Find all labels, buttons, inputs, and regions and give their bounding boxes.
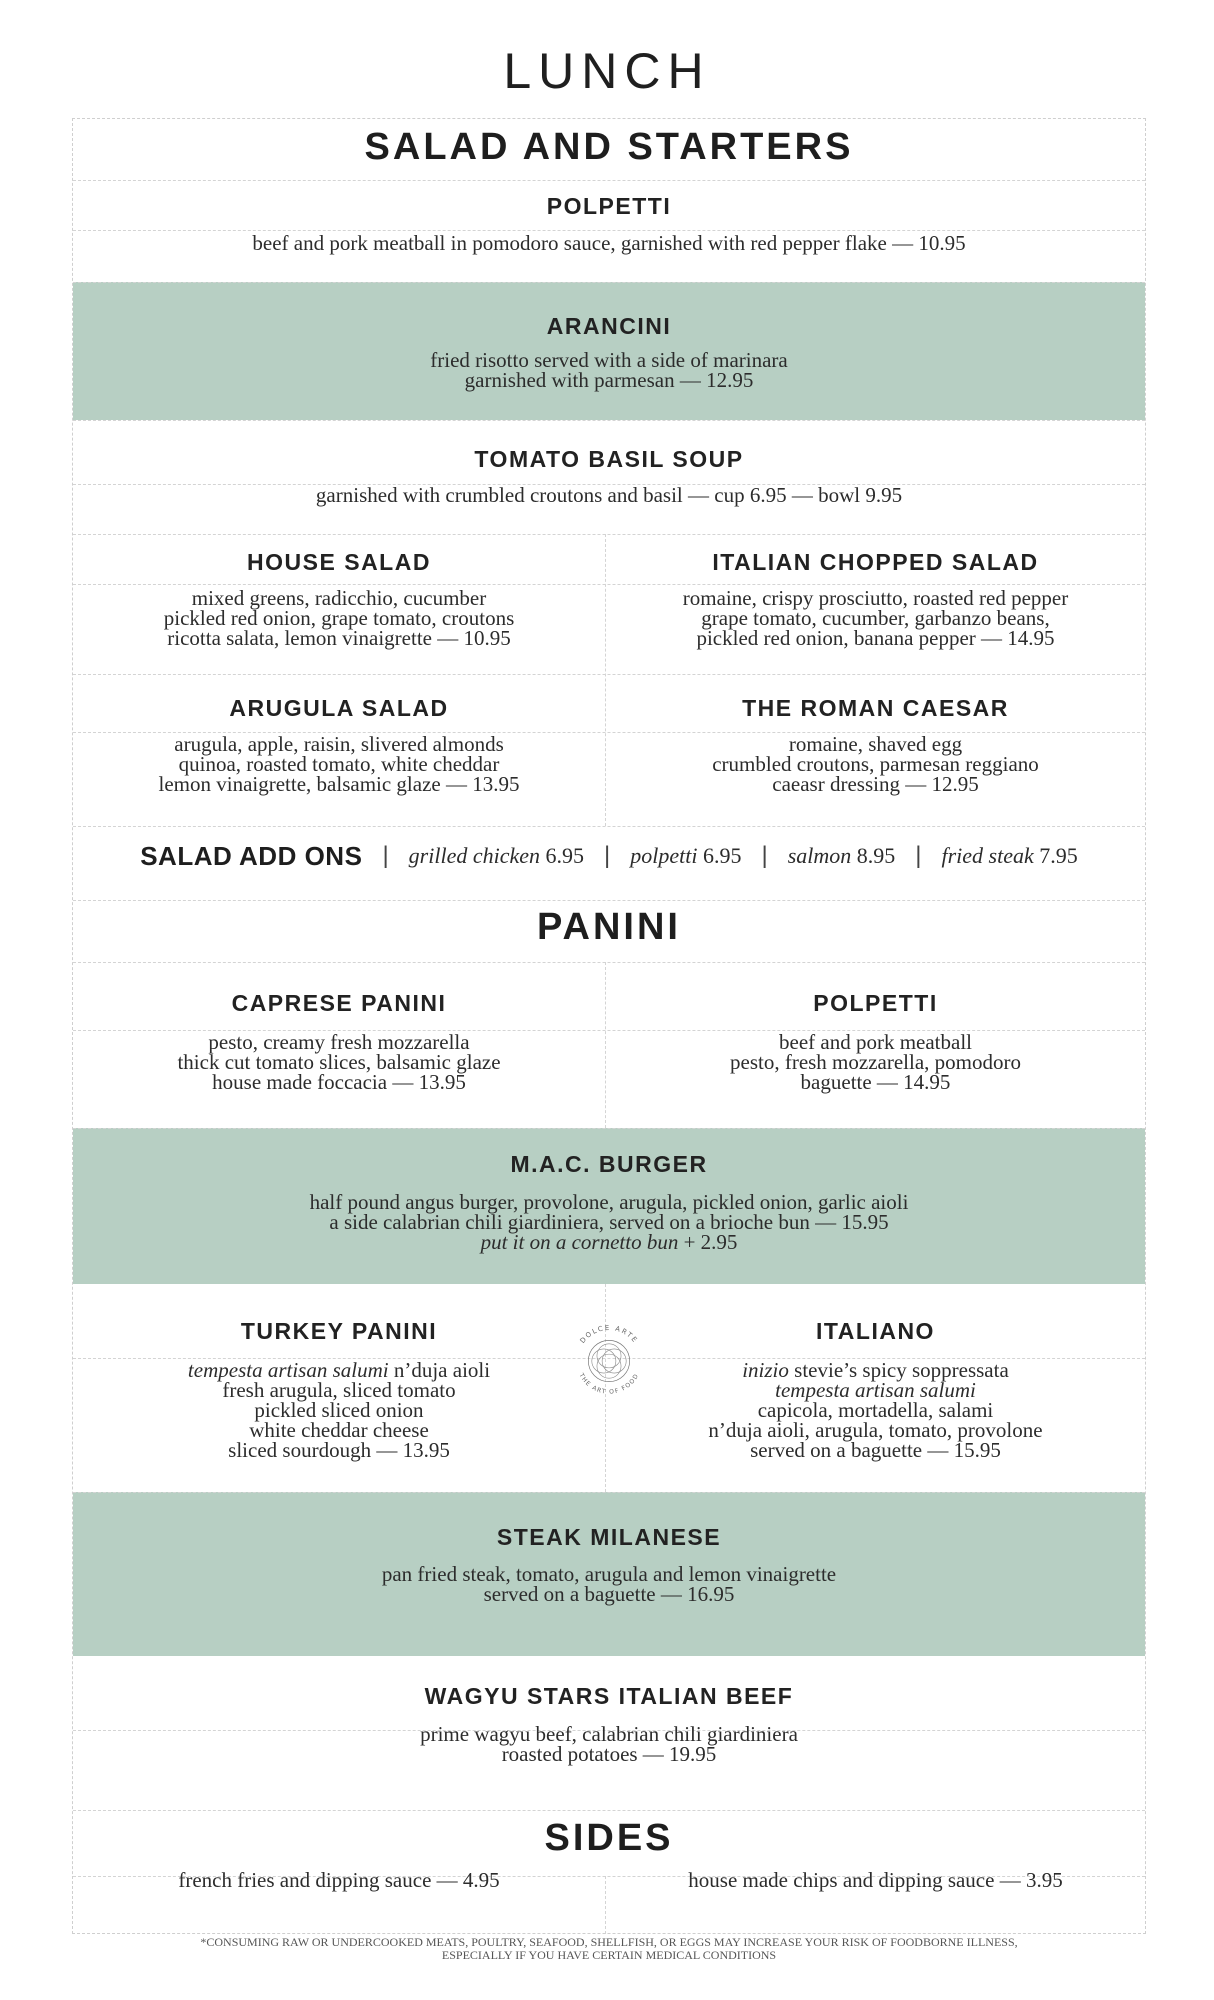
divider — [73, 826, 1145, 827]
add-ons-label: SALAD ADD ONS — [140, 840, 363, 871]
divider — [73, 420, 1145, 421]
item-desc-italian-chopped-salad: romaine, crispy prosciutto, roasted red pepper grape tomato, cucumber, garbanzo beans, pickled red onion, banana pepper — 14.95 — [682, 586, 1069, 650]
item-name-steak-milanese: STEAK MILANESE — [496, 1524, 722, 1550]
item-name-italian-chopped-salad: ITALIAN CHOPPED SALAD — [712, 549, 1039, 575]
item-desc-arugula-salad: arugula, apple, raisin, slivered almonds quinoa, roasted tomato, white cheddar lemon vinaigrette, balsamic glaze — 13.95 — [158, 732, 520, 796]
item-desc-house-salad: mixed greens, radicchio, cucumber pickled red onion, grape tomato, croutons ricotta salata, lemon vinaigrette — 10.95 — [163, 586, 515, 650]
item-desc-polpetti-panini: beef and pork meatball pesto, fresh mozzarella, pomodoro baguette — 14.95 — [730, 1030, 1021, 1094]
divider — [73, 1492, 1145, 1493]
divider — [73, 900, 1145, 901]
item-name-roman-caesar: THE ROMAN CAESAR — [742, 695, 1009, 721]
add-ons-separator: | — [915, 842, 922, 869]
item-name-italiano: ITALIANO — [816, 1318, 935, 1344]
salad-add-ons — [73, 836, 1145, 876]
add-ons-separator: | — [604, 842, 611, 869]
divider — [73, 534, 1145, 535]
item-name-tomato-basil-soup: TOMATO BASIL SOUP — [474, 446, 744, 472]
divider — [73, 180, 1145, 181]
item-name-house-salad: HOUSE SALAD — [247, 549, 431, 575]
dolce-arte-logo — [566, 1318, 652, 1404]
divider — [73, 962, 1145, 963]
add-ons-separator: | — [382, 842, 389, 869]
item-desc-steak-milanese: pan fried steak, tomato, arugula and lemon vinaigrette served on a baguette — 16.95 — [381, 1562, 837, 1606]
divider — [73, 584, 1145, 585]
item-desc-tomato-basil-soup: garnished with crumbled croutons and basil — cup 6.95 — bowl 9.95 — [315, 483, 903, 507]
item-desc-mac-burger: half pound angus burger, provolone, arugula, pickled onion, garlic aioli a side calabrian chili giardiniera, served on a brioche bun — 15.95 put it on a cornetto bun + 2.95 — [309, 1190, 909, 1254]
food-safety-disclaimer: *CONSUMING RAW OR UNDERCOOKED MEATS, POULTRY, SEAFOOD, SHELLFISH, OR EGGS MAY INCREASE YOUR RISK OF FOODBORNE ILLNESS, ESPECIALLY IF YOU HAVE CERTAIN MEDICAL CONDITIONS — [200, 1935, 1018, 1962]
item-name-turkey-panini: TURKEY PANINI — [240, 1318, 438, 1344]
item-name-polpetti-panini: POLPETTI — [813, 990, 938, 1016]
add-on-option: grilled chicken 6.95 — [408, 843, 585, 868]
item-name-wagyu-beef: WAGYU STARS ITALIAN BEEF — [424, 1683, 794, 1709]
item-desc-roman-caesar: romaine, shaved egg crumbled croutons, parmesan reggiano caeasr dressing — 12.95 — [712, 732, 1039, 796]
item-desc-wagyu-beef: prime wagyu beef, calabrian chili giardiniera roasted potatoes — 19.95 — [420, 1722, 798, 1766]
item-desc-arancini: fried risotto served with a side of marinara garnished with parmesan — 12.95 — [430, 348, 788, 392]
divider — [73, 1128, 1145, 1129]
item-name-caprese-panini: CAPRESE PANINI — [231, 990, 447, 1016]
item-desc-italiano: inizio stevie’s spicy soppressata tempesta artisan salumi capicola, mortadella, salami n’duja aioli, arugula, tomato, provolone served on a baguette — 15.95 — [708, 1358, 1043, 1462]
item-name-mac-burger: M.A.C. BURGER — [510, 1151, 708, 1177]
item-name-polpetti: POLPETTI — [546, 193, 672, 219]
divider — [73, 1810, 1145, 1811]
item-desc-caprese-panini: pesto, creamy fresh mozzarella thick cut tomato slices, balsamic glaze house made foccacia — 13.95 — [177, 1030, 501, 1094]
item-name-arancini: ARANCINI — [546, 313, 672, 339]
section-panini: PANINI — [537, 906, 681, 948]
item-name-arugula-salad: ARUGULA SALAD — [229, 695, 449, 721]
side-house-chips: house made chips and dipping sauce — 3.95 — [688, 1868, 1063, 1892]
divider — [73, 674, 1145, 675]
menu-title: LUNCH — [503, 43, 711, 99]
section-salad-and-starters: SALAD AND STARTERS — [364, 126, 854, 168]
svg-text:THE ART OF FOOD: THE ART OF FOOD — [577, 1372, 641, 1396]
add-ons-separator: | — [761, 842, 768, 869]
add-on-option: salmon 8.95 — [787, 843, 896, 868]
section-sides: SIDES — [544, 1817, 674, 1859]
side-french-fries: french fries and dipping sauce — 4.95 — [178, 1868, 500, 1892]
add-on-option: fried steak 7.95 — [941, 843, 1078, 868]
svg-text:DOLCE ARTE: DOLCE ARTE — [578, 1323, 640, 1345]
item-desc-turkey-panini: tempesta artisan salumi n’duja aioli fresh arugula, sliced tomato pickled sliced onion white cheddar cheese sliced sourdough — 13.95 — [187, 1358, 491, 1462]
item-desc-polpetti: beef and pork meatball in pomodoro sauce, garnished with red pepper flake — 10.95 — [252, 231, 966, 255]
add-on-option: polpetti 6.95 — [630, 843, 742, 868]
divider — [73, 282, 1145, 283]
